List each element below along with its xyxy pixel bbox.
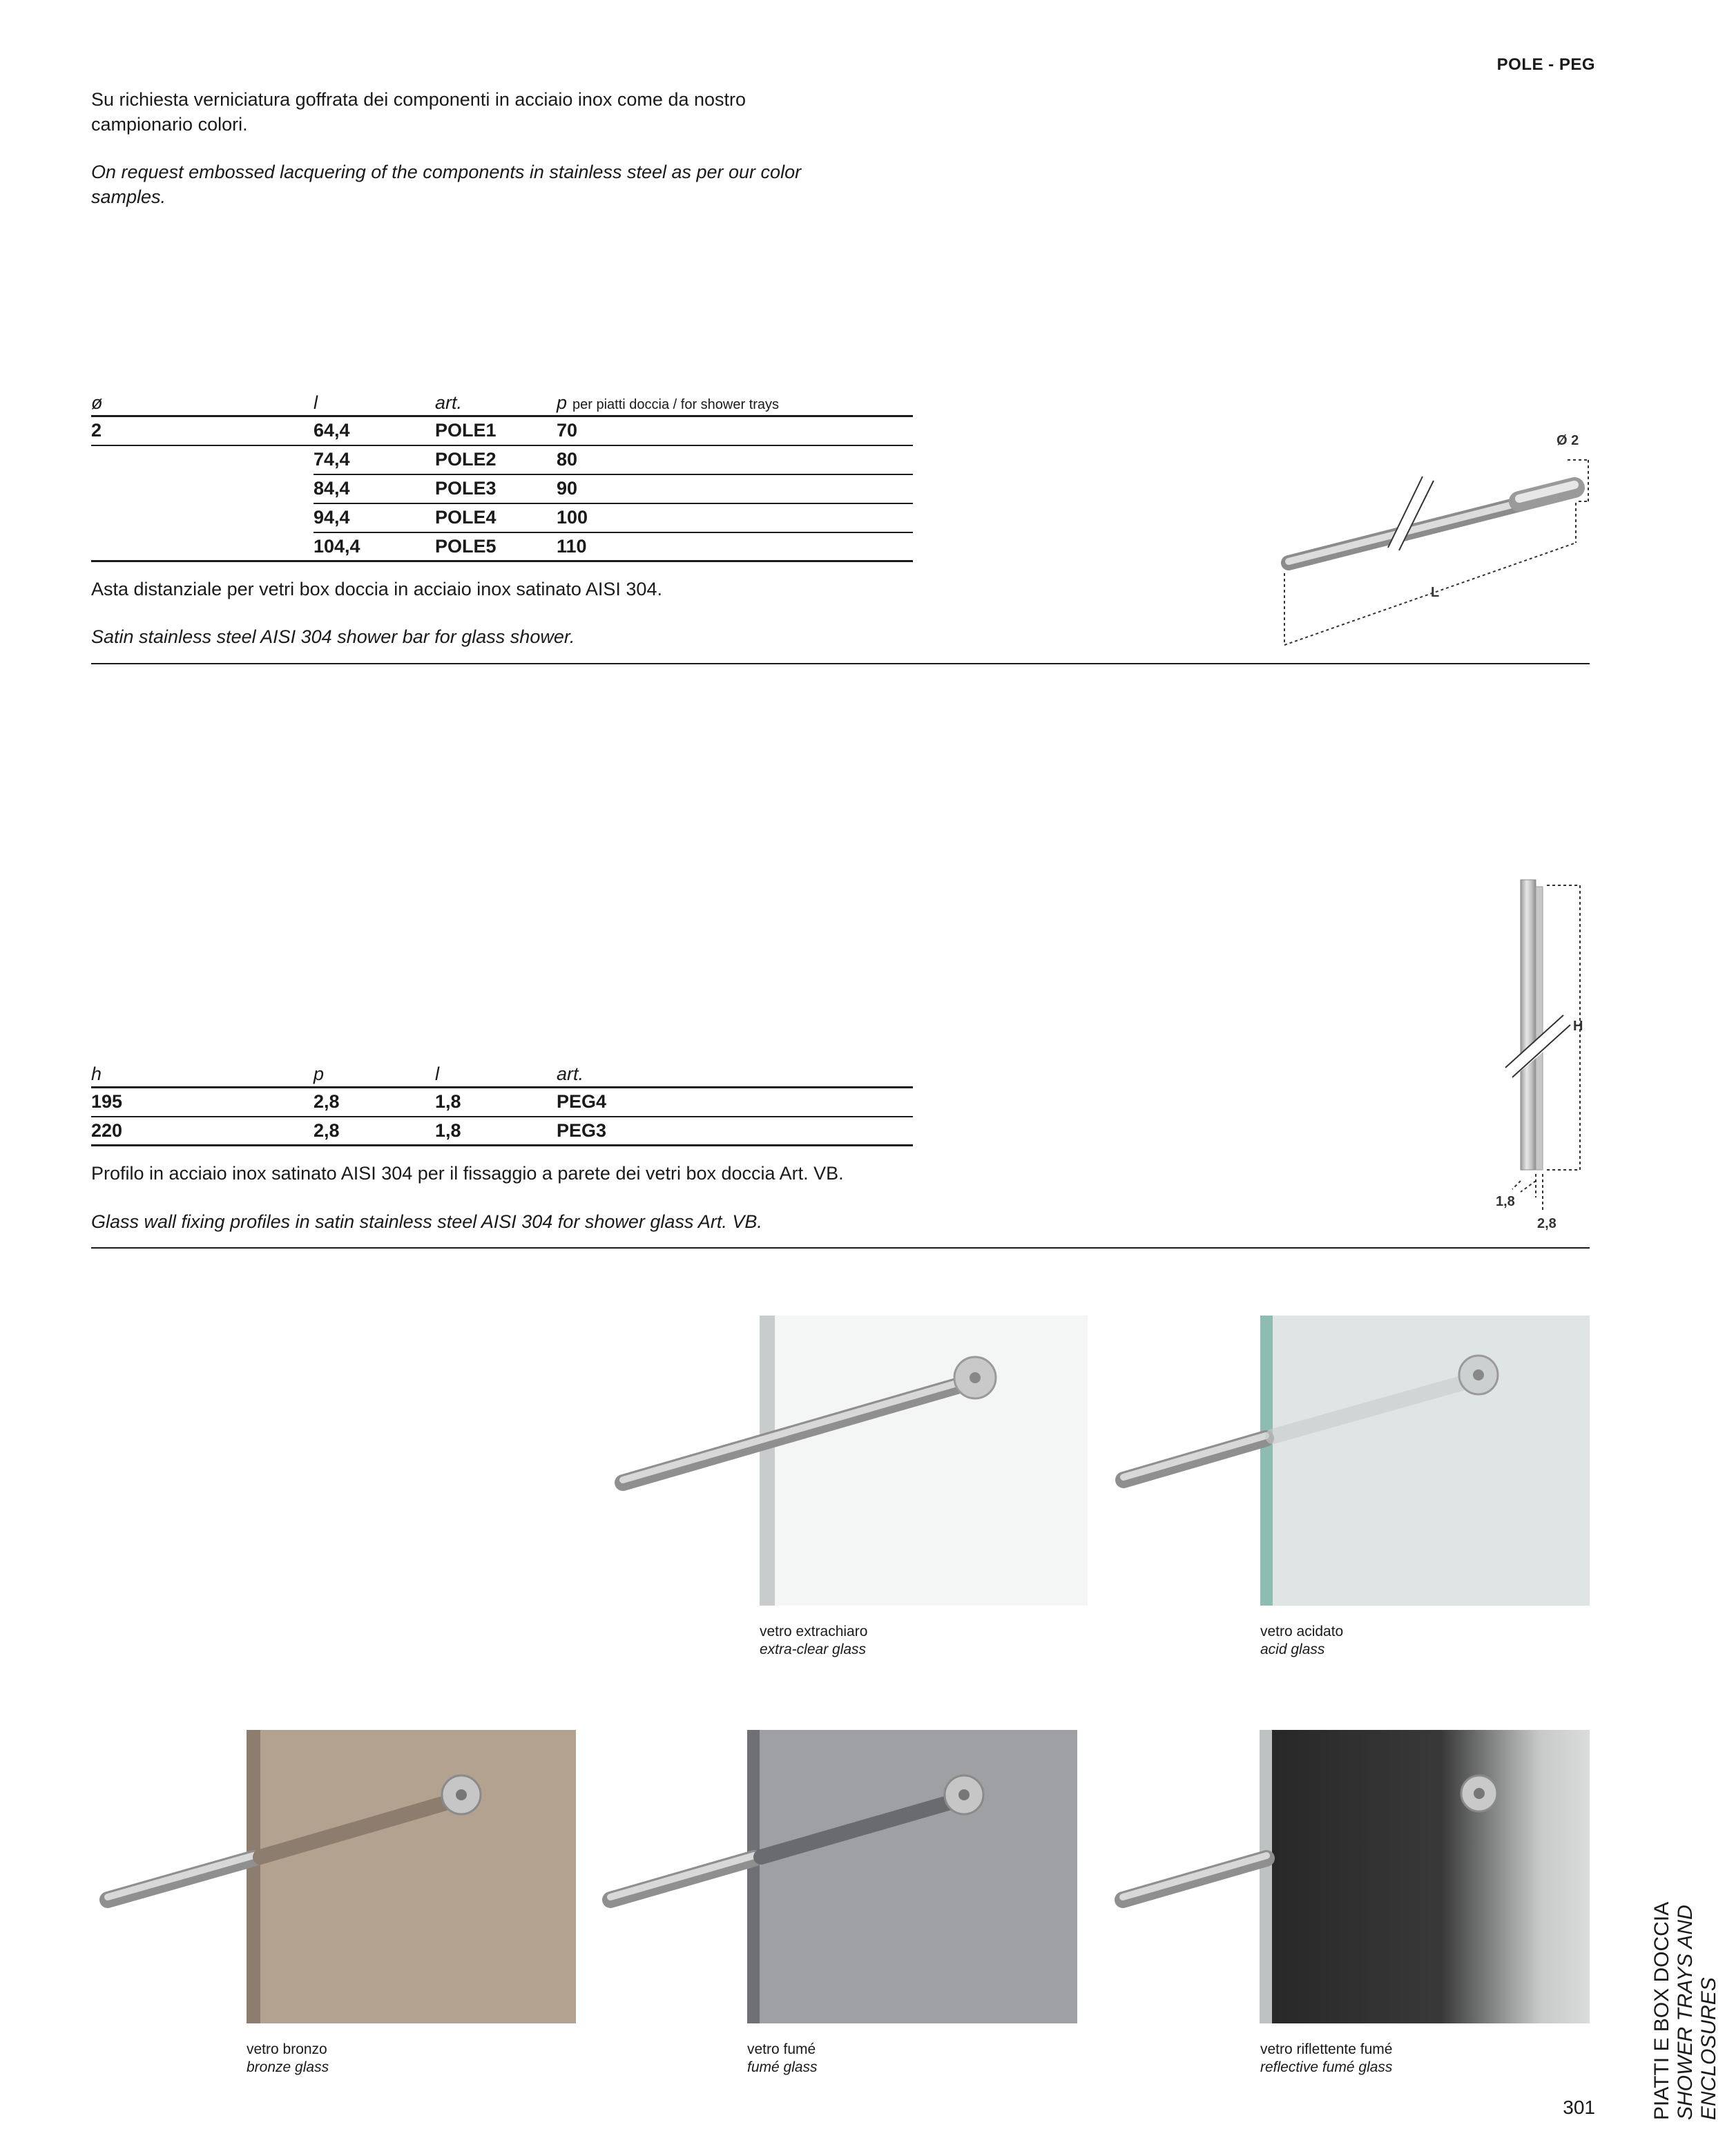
shower-bar-photo-icon bbox=[608, 1316, 1088, 1606]
cell-p: 2,8 bbox=[314, 1117, 435, 1146]
peg-technical-drawing bbox=[1492, 877, 1588, 1236]
glass-panel bbox=[1260, 1316, 1590, 1606]
table-row bbox=[91, 503, 913, 532]
cell-p: 90 bbox=[557, 474, 913, 503]
pole-header-article: art. bbox=[435, 392, 557, 416]
peg-description-italian: Profilo in acciaio inox satinato AISI 304 per il fissaggio a parete dei vetri box doccia Art. VB. bbox=[91, 1163, 844, 1184]
side-label-italian: PIATTI E BOX DOCCIA bbox=[1650, 1901, 1673, 2120]
caption-english: bronze glass bbox=[247, 2059, 329, 2075]
caption-reflective-fume-glass bbox=[1260, 2041, 1585, 2077]
shower-bar-photo-icon bbox=[1108, 1316, 1590, 1606]
cell-p: 2,8 bbox=[314, 1088, 435, 1117]
caption-bronze-glass bbox=[247, 2041, 571, 2077]
caption-italian: vetro fumé bbox=[747, 2041, 816, 2057]
caption-extra-clear-glass bbox=[760, 1623, 1084, 1659]
side-category-label bbox=[1650, 1775, 1721, 2120]
caption-italian: vetro riflettente fumé bbox=[1260, 2041, 1393, 2057]
peg-height-label: H bbox=[1573, 1019, 1583, 1034]
cell-height: 195 bbox=[91, 1088, 314, 1117]
cell-article: POLE4 bbox=[435, 503, 557, 532]
cell-length: 64,4 bbox=[314, 416, 435, 445]
cell-article: PEG3 bbox=[557, 1117, 913, 1146]
table-row bbox=[91, 1088, 913, 1117]
glass-panel bbox=[247, 1730, 576, 2023]
cell-p: 80 bbox=[557, 445, 913, 474]
glass-edge bbox=[247, 1730, 260, 2023]
peg-spec-table bbox=[91, 1063, 913, 1146]
glass-edge bbox=[760, 1316, 775, 1606]
cell-article: PEG4 bbox=[557, 1088, 913, 1117]
photo-bronze-glass bbox=[91, 1730, 576, 2023]
page-number: 301 bbox=[1563, 2097, 1595, 2118]
cell-length: 74,4 bbox=[314, 445, 435, 474]
pole-header-length: l bbox=[314, 392, 435, 416]
pole-header-p-note: per piatti doccia / for shower trays bbox=[572, 397, 780, 412]
cell-article: POLE2 bbox=[435, 445, 557, 474]
caption-acid-glass bbox=[1260, 1623, 1585, 1659]
pole-section-divider bbox=[91, 663, 1590, 664]
cell-l: 1,8 bbox=[435, 1117, 557, 1146]
peg-description-english: Glass wall fixing profiles in satin stainless steel AISI 304 for shower glass Art. VB. bbox=[91, 1211, 762, 1232]
table-row bbox=[91, 532, 913, 561]
peg-width1-label: 1,8 bbox=[1496, 1194, 1515, 1209]
cell-p: 100 bbox=[557, 503, 913, 532]
caption-italian: vetro acidato bbox=[1260, 1624, 1344, 1639]
caption-italian: vetro extrachiaro bbox=[760, 1624, 868, 1639]
pole-diameter-label: Ø 2 bbox=[1557, 433, 1579, 448]
cell-article: POLE3 bbox=[435, 474, 557, 503]
table-row bbox=[91, 474, 913, 503]
glass-panel bbox=[760, 1316, 1088, 1606]
cell-article: POLE5 bbox=[435, 532, 557, 561]
intro-text-italian: Su richiesta verniciatura goffrata dei componenti in acciaio inox come da nostro campionario colori. bbox=[91, 89, 746, 135]
shower-bar-photo-icon bbox=[594, 1730, 1077, 2023]
glass-edge bbox=[747, 1730, 760, 2023]
photo-extra-clear-glass bbox=[608, 1316, 1088, 1606]
cell-p: 110 bbox=[557, 532, 913, 561]
cell-length: 104,4 bbox=[314, 532, 435, 561]
cell-diameter bbox=[91, 532, 314, 561]
cell-length: 94,4 bbox=[314, 503, 435, 532]
shower-bar-photo-icon bbox=[91, 1730, 576, 2023]
cell-article: POLE1 bbox=[435, 416, 557, 445]
cell-diameter bbox=[91, 503, 314, 532]
pole-length-label: L bbox=[1431, 585, 1440, 600]
photo-reflective-fume-glass bbox=[1106, 1730, 1590, 2023]
cell-p: 70 bbox=[557, 416, 913, 445]
pole-description-english: Satin stainless steel AISI 304 shower bar for glass shower. bbox=[91, 626, 575, 647]
pole-technical-drawing bbox=[1264, 421, 1595, 656]
glass-edge bbox=[1260, 1730, 1272, 2023]
pole-header-p: p per piatti doccia / for shower trays bbox=[557, 392, 913, 416]
pole-header-diameter: ø bbox=[91, 392, 314, 416]
caption-english: fumé glass bbox=[747, 2059, 818, 2075]
cell-diameter bbox=[91, 474, 314, 503]
peg-header-height: h bbox=[91, 1063, 314, 1088]
peg-header-l: l bbox=[435, 1063, 557, 1088]
intro-text-english: On request embossed lacquering of the components in stainless steel as per our color samples. bbox=[91, 162, 802, 207]
caption-english: acid glass bbox=[1260, 1642, 1325, 1657]
peg-header-p: p bbox=[314, 1063, 435, 1088]
table-row bbox=[91, 445, 913, 474]
caption-fume-glass bbox=[747, 2041, 1072, 2077]
cell-height: 220 bbox=[91, 1117, 314, 1146]
peg-profile-icon bbox=[1521, 880, 1543, 1170]
cell-l: 1,8 bbox=[435, 1088, 557, 1117]
glass-panel bbox=[747, 1730, 1077, 2023]
table-row bbox=[91, 416, 913, 445]
shower-bar-photo-icon bbox=[1106, 1730, 1590, 2023]
peg-width2-label: 2,8 bbox=[1537, 1216, 1557, 1231]
caption-italian: vetro bronzo bbox=[247, 2041, 327, 2057]
photo-fume-glass bbox=[594, 1730, 1077, 2023]
cell-diameter bbox=[91, 445, 314, 474]
section-tag: POLE - PEG bbox=[1496, 55, 1595, 74]
photo-acid-glass bbox=[1108, 1316, 1590, 1606]
table-row bbox=[91, 1117, 913, 1146]
side-label-english: SHOWER TRAYS AND ENCLOSURES bbox=[1674, 1905, 1720, 2120]
pole-spec-table bbox=[91, 392, 913, 562]
peg-section-divider bbox=[91, 1247, 1590, 1249]
peg-header-article: art. bbox=[557, 1063, 913, 1088]
pole-rod-icon bbox=[1289, 485, 1574, 563]
cell-diameter: 2 bbox=[91, 416, 314, 445]
pole-description-italian: Asta distanziale per vetri box doccia in acciaio inox satinato AISI 304. bbox=[91, 579, 662, 599]
cell-length: 84,4 bbox=[314, 474, 435, 503]
caption-english: extra-clear glass bbox=[760, 1642, 867, 1657]
glass-edge bbox=[1260, 1316, 1273, 1606]
caption-english: reflective fumé glass bbox=[1260, 2059, 1393, 2075]
